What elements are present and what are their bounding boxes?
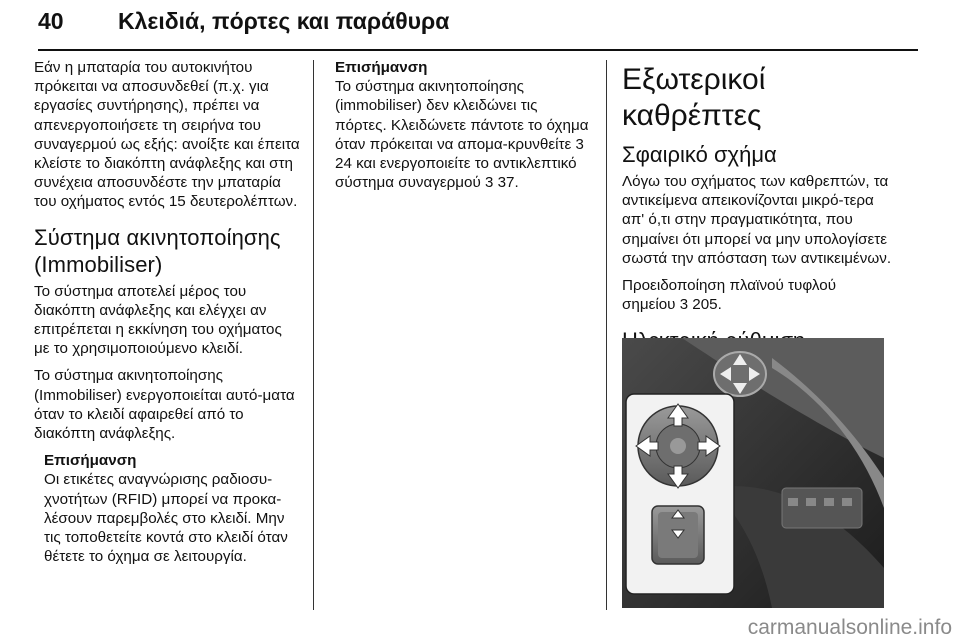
- page-ref-link-205[interactable]: 205: [692, 296, 718, 314]
- page-ref-arrow-icon: 3: [679, 296, 689, 314]
- column-divider-2: [606, 60, 607, 610]
- mirror-adjustment-illustration: [622, 338, 884, 608]
- note-title: Επισήμανση: [44, 452, 137, 470]
- note-text-a: Το σύστημα ακινητοποίησης (immobiliser) δεν κλειδώνει τις πόρτες. Κλειδώνετε πάντοτε το όχημα όταν πρόκειται να απομα-κρυνθείτε: [335, 78, 589, 153]
- column-1: [34, 58, 300, 566]
- convex-shape-paragraph: Λόγω του σχήματος των καθρεπτών, τα αντικείμενα απεικονίζονται μικρό-τερα απ' ό,τι στην πραγματικότητα, που σημαίνει ότι μπορεί να μην υπολογίσετε σωστά την απόσταση των αντικειμένων.: [622, 173, 892, 267]
- page-ref-arrow-icon: 3: [485, 174, 494, 192]
- convex-shape-heading: Σφαιρικό σχήμα: [622, 142, 777, 167]
- column-2: [335, 58, 593, 192]
- page-ref-link-37[interactable]: 37: [497, 174, 515, 192]
- page-number: 40: [38, 8, 64, 34]
- note-text-b: και ενεργοποιείτε το αντικλεπτικό σύστημα συναγερμού: [335, 155, 577, 192]
- page-title: Κλειδιά, πόρτες και παράθυρα: [118, 8, 450, 34]
- immobiliser-paragraph-2: Το σύστημα ακινητοποίησης (Immobiliser) ενεργοποιείται αυτό-ματα όταν το κλειδί αφαιρεθεί από το διακόπτη ανάφλεξης.: [34, 367, 295, 443]
- battery-paragraph: Εάν η μπαταρία του αυτοκινήτου πρόκειται να αποσυνδεθεί (π.χ. για εργασίες συντήρησης), πρέπει να απενεργοποιήσετε τη σειρήνα του συναγερμού ως εξής: ανοίξτε και έπειτα κλείστε το διακόπτη ανάφλεξης και στη συνέχεια αποσυνδέστε την μπαταρία του οχήματος εντός 15 δευτερολέπτων.: [34, 59, 300, 211]
- page-ref-arrow-icon: 3: [575, 135, 584, 153]
- note-title: Επισήμανση: [335, 59, 428, 76]
- column-divider-1: [313, 60, 314, 610]
- immobiliser-paragraph-1: Το σύστημα αποτελεί μέρος του διακόπτη ανάφλεξης και ελέγχει αν επιτρέπεται η εκκίνηση του οχήματος με το χρησιμοποιούμενο κλειδί.: [34, 282, 282, 358]
- page-header: [38, 4, 918, 48]
- mirrors-heading: Εξωτερικοί καθρέπτες: [622, 63, 766, 132]
- watermark: carmanualsonline.info: [747, 616, 952, 639]
- note-text-c: .: [514, 174, 519, 192]
- immobiliser-heading: Σύστημα ακινητοποίησης (Immobiliser): [34, 224, 281, 277]
- header-divider: [38, 49, 918, 51]
- page-ref-link-24[interactable]: 24: [335, 155, 352, 173]
- note-text: Οι ετικέτες αναγνώρισης ραδιοσυ-χνοτήτων (RFID) μπορεί να προκα-λέσουν παρεμβολές στο κλειδί. Μην τις τοποθετείτε κοντά στο κλειδί όταν θέτετε το όχημα σε λειτουργία.: [44, 471, 288, 566]
- immobiliser-note: [335, 58, 593, 192]
- column-3: [622, 62, 892, 358]
- mirror-control-drawing: [622, 338, 884, 608]
- rfid-note: [44, 451, 300, 566]
- blind-spot-paragraph: Προειδοποίηση πλαϊνού τυφλού σημείου 3 205.: [622, 277, 836, 314]
